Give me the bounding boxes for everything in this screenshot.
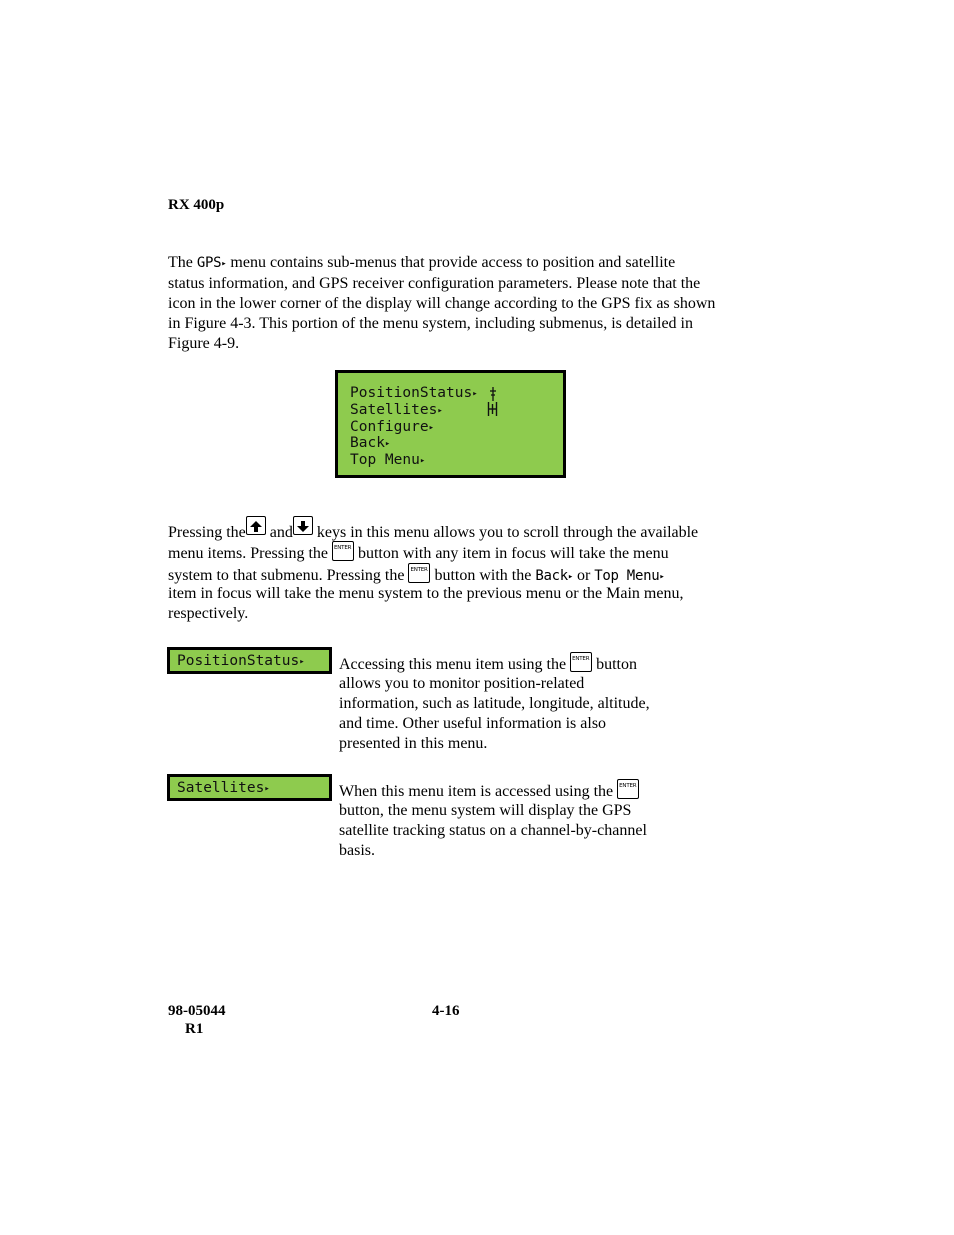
intro-text: in Figure 4-3. This portion of the menu system, including submenus, is detailed in <box>168 315 693 332</box>
enter-key-icon: ENTER <box>408 563 430 583</box>
intro-text: menu contains sub-menus that provide access to position and satellite <box>230 254 676 271</box>
nav-text: button with any item in focus will take the menu <box>357 545 669 562</box>
lcd-line-back: Back▸ <box>350 435 391 452</box>
enter-key-icon: ENTER <box>570 652 592 672</box>
nav-text: item in focus will take the menu system to the previous menu or the Main menu, <box>168 585 684 602</box>
lcd-label-satellites: Satellites▸ <box>167 774 332 801</box>
intro-text: The <box>168 254 193 271</box>
document-header: RX 400p <box>168 197 225 213</box>
nav-text: and <box>269 524 293 541</box>
intro-text: Figure 4-9. <box>168 335 240 352</box>
description-text: basis. <box>339 842 375 859</box>
up-arrow-key-icon <box>246 516 266 535</box>
back-menu-label: Back▸ <box>535 568 573 584</box>
nav-text: menu items. Pressing the <box>168 545 328 562</box>
footer-revision: R1 <box>185 1021 204 1037</box>
navigation-paragraph <box>168 516 768 624</box>
description-text: satellite tracking status on a channel-by-channel <box>339 822 647 839</box>
lcd-line-configure: Configure▸ <box>350 418 434 435</box>
position-status-description <box>339 652 699 754</box>
description-text: presented in this menu. <box>339 735 488 752</box>
footer-page-number: 4-16 <box>432 1003 460 1019</box>
intro-paragraph <box>168 253 768 354</box>
footer-doc-number: 98-05044 <box>168 1003 226 1019</box>
gps-antenna-icon <box>489 387 497 401</box>
lcd-line-position-status: PositionStatus▸ <box>350 385 478 401</box>
lcd-line-satellites: Satellites▸ <box>350 401 443 418</box>
nav-text: keys in this menu allows you to scroll through the available <box>316 524 699 541</box>
description-text: button, the menu system will display the GPS <box>339 802 632 819</box>
intro-text: status information, and GPS receiver configuration parameters. Please note that the <box>168 275 701 292</box>
down-arrow-key-icon <box>293 516 313 535</box>
lcd-label-position-status: PositionStatus▸ <box>167 647 332 674</box>
satellites-description <box>339 779 699 861</box>
description-text: When this menu item is accessed using the <box>339 783 614 800</box>
top-menu-label: Top Menu▸ <box>594 568 665 584</box>
lcd-line-top-menu: Top Menu▸ <box>350 452 426 469</box>
description-text: button <box>596 656 637 673</box>
nav-text: Pressing the <box>168 524 246 541</box>
nav-text: or <box>576 567 591 584</box>
description-text: Accessing this menu item using the <box>339 656 567 673</box>
gps-fix-icon <box>487 402 498 416</box>
nav-text: system to that submenu. Pressing the <box>168 567 405 584</box>
nav-text: button with the <box>434 567 532 584</box>
description-text: information, such as latitude, longitude, altitude, <box>339 695 650 712</box>
nav-text: respectively. <box>168 605 249 622</box>
enter-key-icon: ENTER <box>332 541 354 561</box>
intro-text: icon in the lower corner of the display will change according to the GPS fix as shown <box>168 295 716 312</box>
description-text: allows you to monitor position-related <box>339 675 585 692</box>
gps-menu-label: GPS▸ <box>196 255 227 271</box>
description-text: and time. Other useful information is also <box>339 715 607 732</box>
enter-key-icon: ENTER <box>617 779 639 799</box>
lcd-display <box>335 370 566 478</box>
